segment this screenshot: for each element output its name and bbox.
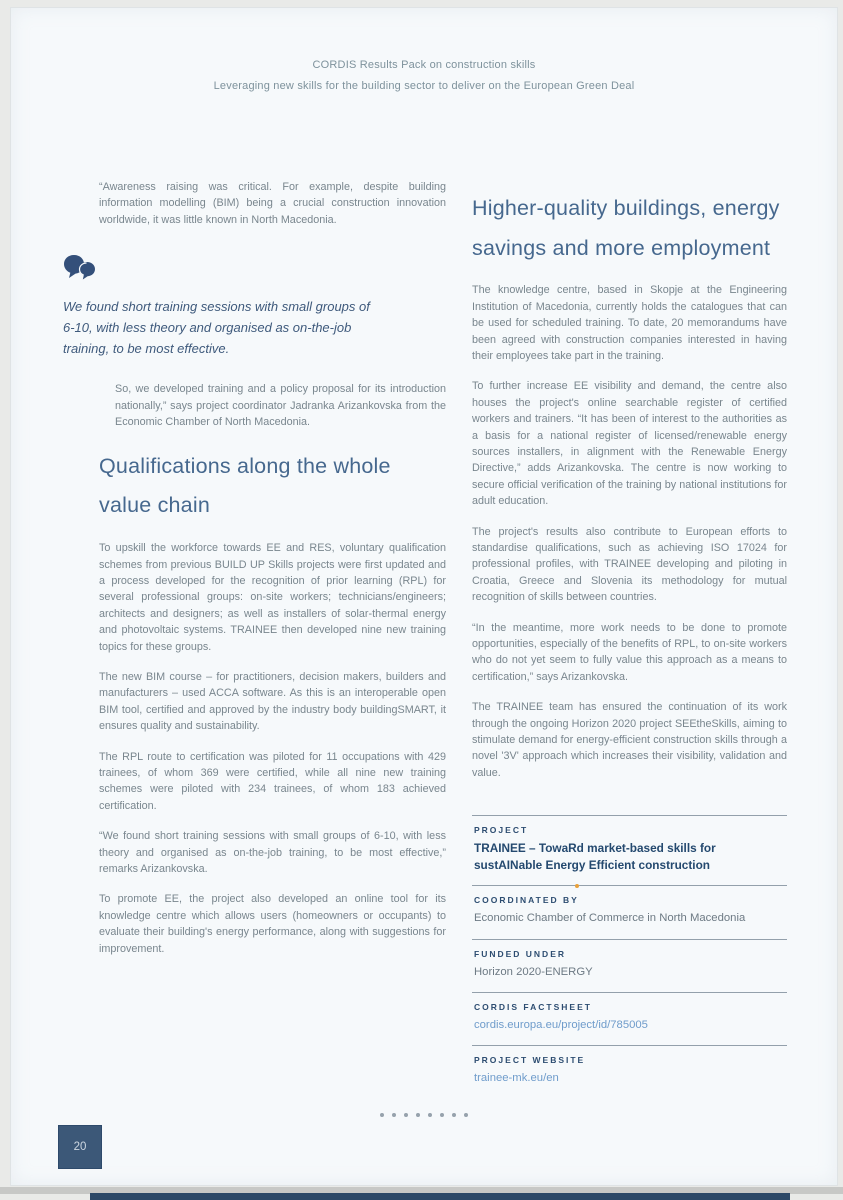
cordis-factsheet-link[interactable]: cordis.europa.eu/project/id/785005 [474,1019,648,1032]
project-website-label: PROJECT WEBSITE [474,1055,586,1066]
info-section-project-website [472,1045,787,1098]
two-column-layout [63,179,787,1099]
coordinated-by-value: Economic Chamber of Commerce in North Macedonia [474,912,746,925]
speech-bubbles-icon [63,254,376,285]
project-label: PROJECT [474,825,529,836]
paragraph: The project's results also contribute to European efforts to standardise qualifications, such as achieving ISO 17024 for professional profiles, with TRAINEE developing and piloting in Croatia, Greece and Slovenia its methodology for mutual recognition of skills between countries. [472,525,787,604]
paragraph: “We found short training sessions with small groups of 6-10, with less theory and organised as on-the-job training, to be most effective,” remarks Arizankovska. [99,830,446,876]
pager-dot [404,1113,408,1117]
project-title: TRAINEE – TowaRd market-based skills for sustAINable Energy Efficient construction [474,841,716,872]
left-column [63,179,446,1099]
coordinated-by-label: COORDINATED BY [474,895,579,906]
paragraph: The TRAINEE team has ensured the continuation of its work through the ongoing Horizon 2020 project SEEtheSkills, aiming to stimulate demand for energy-efficient construction skills through a novel '3V' approach which increases their visibility, validation and value. [472,701,787,779]
section-heading: Qualifications along the whole value chain [99,453,391,518]
cordis-factsheet-label: CORDIS FACTSHEET [474,1002,592,1013]
header-line-2: Leveraging new skills for the building sector to deliver on the European Green Deal [213,79,635,92]
info-section-funded-under [472,939,787,992]
pager-dot [464,1113,468,1117]
document-page [10,7,838,1186]
paragraph: The RPL route to certification was piloted for 11 occupations with 429 trainees, of whom 369 were certified, while all nine new training schemes were piloted with 234 trainees, of whom 183 achieved certification. [99,750,446,812]
pull-quote [63,254,376,359]
page-number-badge [58,1125,102,1169]
orange-dot-marker [575,884,579,888]
page-number: 20 [73,1141,87,1153]
funded-under-label: FUNDED UNDER [474,948,566,959]
pager-dots [11,1104,837,1122]
project-info-box [472,815,787,1099]
paragraph: To further increase EE visibility and demand, the centre also houses the project's online searchable register of certified workers and trainers. “It has been of interest to the authorities as a basis for a national register of licensed/renewable energy sources installers, in alignment with the Renewable Energy Directive,” adds Arizankovska. The centre is now working to secure official verification of the training by national institutions for adult education. [472,380,787,508]
paragraph: “In the meantime, more work needs to be done to promote opportunities, especially of the benefits of RPL, to on-site workers who do not yet seem to fully value this approach as a means to certification,” says Arizankovska. [472,621,787,683]
running-header [11,55,837,97]
project-website-link[interactable]: trainee-mk.eu/en [474,1072,559,1085]
paragraph: The knowledge centre, based in Skopje at the Engineering Institution of Macedonia, currently holds the catalogues that can be used for scheduled training. To date, 20 memorandums have been agreed with construction companies interested in having their employees take part in the training. [472,284,787,362]
paragraph: “Awareness raising was critical. For example, despite building information modelling (BIM) being a crucial construction innovation worldwide, it was little known in North Macedonia. [99,180,446,226]
pager-dot [452,1113,456,1117]
info-section-cordis-factsheet [472,992,787,1045]
quote-text: We found short training sessions with small groups of 6-10, with less theory and organised as on-the-job training, to be most effective. [63,299,370,356]
right-column [472,179,787,1099]
section-heading: Higher-quality buildings, energy savings and more employment [472,195,780,260]
paragraph: To upskill the workforce towards EE and RES, voluntary qualification schemes from previous BUILD UP Skills projects were first updated and a process developed for the recognition of prior learning (RPL) for several professional groups: on-site workers; technicians/engineers; architects and designers; as well as installers of solar-thermal energy and photovoltaic systems. TRAINEE then developed nine new training topics for these groups. [99,542,446,653]
paragraph: The new BIM course – for practitioners, decision makers, builders and manufacturers – used ACCA software. As this is an interoperable open BIM tool, certified and approved by the industry body buildingSMART, it ensures quality and sustainability. [99,670,446,733]
info-section-coordinated-by [472,885,787,938]
paragraph: So, we developed training and a policy proposal for its introduction nationally,” says project coordinator Jadranka Arizankovska from the Economic Chamber of North Macedonia. [115,383,446,429]
funded-under-value: Horizon 2020-ENERGY [474,965,593,978]
next-page-edge [90,1193,790,1200]
pager-dot [428,1113,432,1117]
pager-dot [440,1113,444,1117]
pager-dot [380,1113,384,1117]
header-line-1: CORDIS Results Pack on construction skills [312,59,536,71]
pager-dot [416,1113,420,1117]
paragraph: To promote EE, the project also developed an online tool for its knowledge centre which allows users (homeowners or occupants) to evaluate their building's energy performance, along with suggestions for improvement. [99,893,446,955]
pager-dot [392,1113,396,1117]
info-section-project [472,815,787,885]
